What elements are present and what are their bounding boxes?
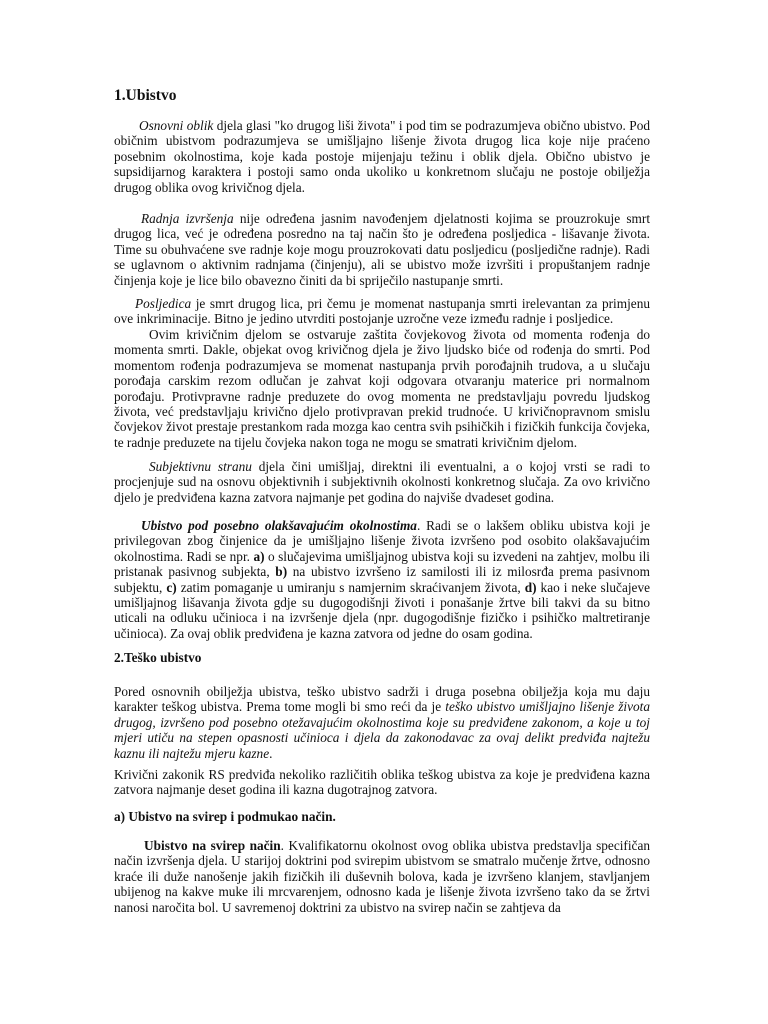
paragraph-krivicni-zakonik <box>114 767 650 798</box>
paragraph-zastita-zivota <box>114 327 650 450</box>
italic-term: Posljedica <box>135 296 192 311</box>
paragraph-text: djela čini umišljaj, direktni ili eventualni, a o kojoj vrsti se radi to procjenjuje sud na osnovu objektivnih i subjektivnih okolnosti konkretnog slučaja. Za ovo krivično djelo je predviđena kazna zatvora najmanje pet godina do najviše dvadeset godina. <box>114 459 650 505</box>
paragraph-text: Krivični zakonik RS predviđa nekoliko različitih oblika teškog ubistva za koje je predviđena kazna zatvora najmanje deset godina ili kazna dugotrajnog zatvora. <box>114 767 650 798</box>
paragraph-svirep-nacin <box>114 838 650 915</box>
bold-italic-term: Ubistvo pod posebno olakšavajućim okolnostima <box>141 518 417 533</box>
paragraph-text: . Kvalifikatornu okolnost ovog oblika ubistva predstavlja specifičan način izvršenja djela. U starijoj doktrini pod svirepim ubistvom se smatralo mučenje žrtve, odnosno kraće ili duže nanošenje jakih fizičkih ili duševnih bolova, kada je izvršeno klanjem, stavljanjem ubijenog na kakve muke ili mrcvarenjem, odnosno kada je lišenje života izvršeno tako da se žrtvi nanosi naročita bol. U savremenoj doktrini za ubistvo na svirep način se zahtjeva da <box>114 838 650 915</box>
paragraph-osnovni-oblik <box>114 118 650 195</box>
paragraph-radnja-izvrsenja <box>114 211 650 288</box>
paragraph-posljedica <box>114 296 650 327</box>
italic-definition: teško ubistvo umišljajno lišenje života drugog, izvršeno pod posebno otežavajućim okolnostima koje su predviđene zakonom, a koje u toj mjeri utiču na stepen opasnosti učinioca i djela da zakonodavac za ovaj delikt predviđa najtežu kaznu ili najtežu mjeru kazne <box>114 699 650 761</box>
list-marker-b: b) <box>275 564 288 580</box>
paragraph-text: Pored osnovnih obilježja ubistva, teško ubistvo sadrži i druga posebna obilježja koja mu daju karakter teškog ubistva. Prema tome mogli bi smo reći da je <box>114 684 650 715</box>
paragraph-text: je smrt drugog lica, pri čemu je momenat nastupanja smrti irelevantan za primjenu ove inkriminacije. Bitno je jedino utvrditi postojanje uzročne veze između radnje i posljedice. <box>114 296 650 327</box>
bold-term: Ubistvo na svirep način <box>144 838 281 853</box>
paragraph-text: kao i neke slučajeve umišljajnog lišavanja života gdje su dugogodišnji životi i ponašanje žrtve bili takvi da su bitno uticali na odluku učinioca i na izvršenje djela (npr. dugogodišnje fizičko i psihičko maltretiranje učinioca). Za ovaj oblik predviđena je kazna zatvora od jedne do osam godina. <box>114 579 650 641</box>
italic-term: Radnja izvršenja <box>141 211 234 226</box>
paragraph-text: na ubistvo izvršeno iz samilosti ili iz milosrđa prema pasivnom subjektu, <box>114 564 650 595</box>
paragraph-text: zatim pomaganje u umiranju s namjernim skraćivanjem života, <box>176 579 525 595</box>
paragraph-olaksavajuce-okolnosti <box>114 518 650 641</box>
italic-term: Osnovni oblik <box>139 118 214 133</box>
paragraph-text: djela glasi "ko drugog liši života" i pod tim se podrazumjeva obično ubistvo. Pod običnim ubistvom podrazumjeva se umišljajno lišenje života drugog lica koje nije praćeno posebnim okolnostima, koje kada postoje mijenjaju težinu i oblik djela. Obično ubistvo je supsidijarnog karaktera i postoji samo onda ukoliko u konkretnom slučaju ne postoje obilježja drugog oblika ovog krivičnog djela. <box>114 118 651 195</box>
section-heading-tesko-ubistvo: 2.Teško ubistvo <box>114 650 202 665</box>
paragraph-text: Ovim krivičnim djelom se ostvaruje zaštita čovjekovog života od momenta rođenja do momenta smrti. Dakle, objekat ovog krivičnog djela je živo ljudsko biće od rođenja do smrti. Pod momentom rođenja podrazumjeva se momenat nastupanja prvih porođajnih trudova, a u slučaju porođaja carskim rezom odlučan je zahvat koji odgovara otvaranju materice pri normalnom porođaju. Protivpravne radnje preduzete do ovog momenta ne predstavljaju povredu ljudskog života, već predstavljaju krivično djelo protivpravan prekid trudnoće. U krivičnopravnom smislu čovjekov život prestaje prestankom rada mozga kao centra svih psihičkih i fizičkih funkcija čovjeka, te radnje preduzete na tijelu čovjeka nakon toga ne mogu se smatrati krivičnim djelom. <box>114 327 650 450</box>
list-marker-d: d) <box>524 579 537 595</box>
subheading-svirep-podmukao: a) Ubistvo na svirep i podmukao način. <box>114 809 336 824</box>
section-heading-ubistvo: 1.Ubistvo <box>114 87 177 104</box>
paragraph-tesko-ubistvo-definicija <box>114 684 650 761</box>
italic-term: Subjektivnu stranu <box>149 459 252 474</box>
paragraph-subjektivna-strana <box>114 459 650 505</box>
paragraph-text: . <box>269 745 273 761</box>
paragraph-text: nije određena jasnim navođenjem djelatnosti kojima se prouzrokuje smrt drugog lica, već je određena posredno na taj način što je određena posljedica - lišavanje života. Time su obuhvaćene sve radnje koje mogu prouzrokovati datu posljedicu (posljedične radnje). Radi se uglavnom o aktivnim radnjama (činjenju), ali se ubistvo može izvršiti i propuštanjem radnje činjenja koje je lice bilo obavezno činiti da bi spriječilo nastupanje smrti. <box>114 211 651 288</box>
paragraph-text: o slučajevima umišljajnog ubistva koji su izvedeni na zahtjev, molbu ili pristanak pasivnog subjekta, <box>114 548 650 580</box>
list-marker-a: a) <box>253 548 265 564</box>
paragraph-text: . Radi se o lakšem obliku ubistva koji je privilegovan zbog činjenice da je umišljajno lišenje života izvršeno pod osobito olakšavajućim okolnostima. Radi se npr. <box>114 518 650 564</box>
list-marker-c: c) <box>166 579 177 595</box>
